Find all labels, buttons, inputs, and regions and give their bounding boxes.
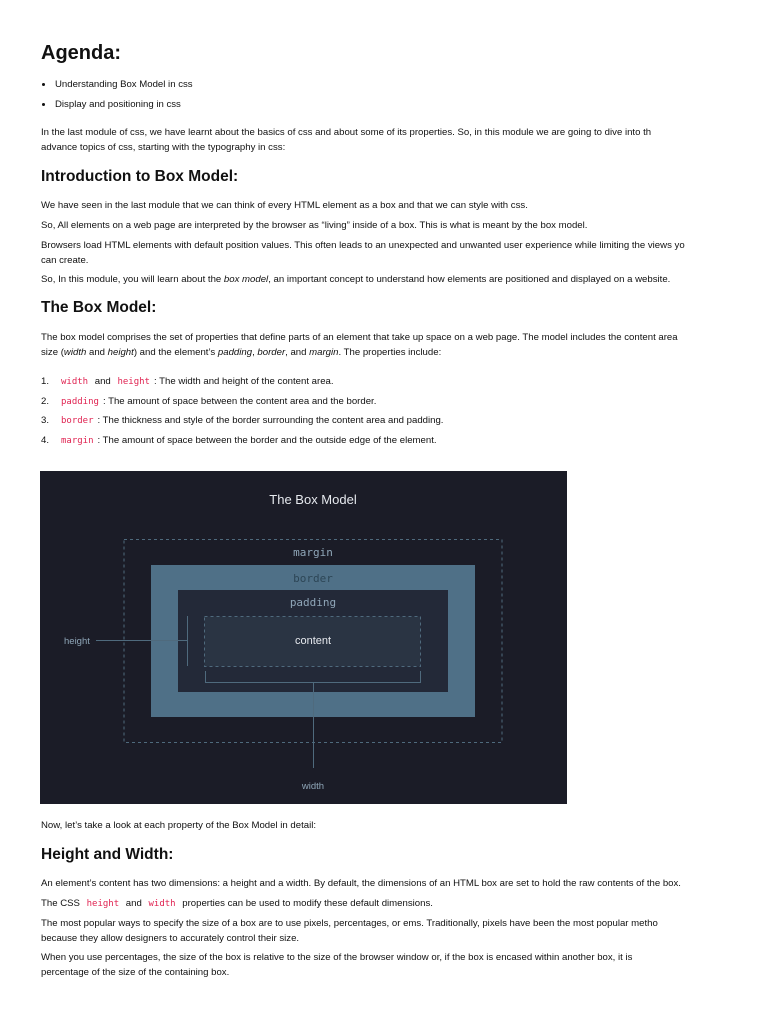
- box-model-diagram: [40, 471, 567, 804]
- text-segment: properties can be used to modify these default dimensions.: [182, 898, 433, 909]
- emphasis-width: width: [63, 347, 87, 358]
- paragraph: [41, 896, 734, 916]
- diagram-title: The Box Model: [269, 492, 357, 507]
- emphasis-border: border: [257, 347, 286, 358]
- agenda-item: Understanding Box Model in css: [41, 77, 734, 97]
- height-label: height: [64, 636, 90, 647]
- property-item-width-height: [41, 374, 734, 394]
- paragraph: So, All elements on a web page are interpreted by the browser as “living” inside of a box. This is what is meant by the box model.: [41, 220, 588, 231]
- intro-line: In the last module of css, we have learnt about the basics of css and about some of its properties. So, in this module we are going to dive into th: [41, 127, 652, 138]
- paragraph-line: [41, 345, 734, 360]
- agenda-item: Display and positioning in css: [41, 97, 734, 117]
- box-model-diagram-svg: [40, 471, 567, 804]
- text-segment: , and: [285, 347, 310, 358]
- code-width: width: [61, 377, 89, 387]
- paragraph-line: Browsers load HTML elements with default position values. This often leads to an unexpected and unwanted user experience while limiting the views yo: [41, 240, 685, 251]
- paragraph: Now, let’s take a look at each property of the Box Model in detail:: [41, 820, 317, 831]
- emphasis-height: height: [107, 347, 134, 358]
- emphasis-padding: padding: [217, 347, 253, 358]
- introduction-body: [41, 198, 734, 287]
- paragraph: We have seen in the last module that we can think of every HTML element as a box and that we can style with css.: [41, 200, 528, 211]
- text-segment: and: [86, 347, 108, 358]
- list-number: 3.: [41, 415, 50, 426]
- padding-label: padding: [289, 596, 337, 609]
- code-margin: margin: [61, 435, 94, 446]
- paragraph: [41, 272, 734, 287]
- content-label: content: [294, 635, 332, 647]
- property-item-padding: [41, 394, 734, 414]
- agenda-heading: Agenda:: [41, 42, 121, 64]
- text-segment: The CSS: [41, 898, 80, 909]
- property-item-border: [41, 413, 734, 433]
- paragraph-line: because they allow designers to accurately control their size.: [41, 933, 300, 944]
- text-segment: ) and the element’s: [133, 347, 218, 358]
- paragraph: An element’s content has two dimensions: a height and a width. By default, the dimensions of an HTML box are set to hold the raw contents of the box.: [41, 878, 681, 889]
- text-segment: , an important concept to understand how elements are positioned and displayed on a website.: [268, 274, 671, 285]
- text-segment: . The properties include:: [338, 347, 442, 358]
- text-segment: size (: [41, 347, 64, 358]
- code-height: height: [86, 899, 120, 909]
- list-number: 1.: [41, 376, 50, 387]
- text-segment: and: [94, 376, 111, 387]
- box-model-description: [41, 330, 734, 360]
- border-label: border: [293, 572, 333, 585]
- agenda-list: [41, 77, 734, 117]
- paragraph-line: can create.: [41, 255, 89, 266]
- list-number: 4.: [41, 434, 50, 446]
- list-number: 2.: [41, 395, 50, 407]
- paragraph-line: percentage of the size of the containing box.: [41, 967, 230, 978]
- intro-paragraph: [41, 125, 734, 155]
- paragraph: [41, 916, 734, 950]
- intro-line: advance topics of css, starting with the typography in css:: [41, 142, 286, 153]
- code-padding: padding: [61, 396, 99, 407]
- code-border: border: [61, 416, 94, 426]
- margin-label: margin: [293, 546, 333, 559]
- paragraph-line: When you use percentages, the size of the box is relative to the size of the browser window or, if the box is encased within another box, it is: [41, 952, 633, 963]
- width-label: width: [301, 781, 325, 792]
- paragraph: [41, 238, 734, 272]
- property-description: : The width and height of the content area.: [153, 376, 334, 387]
- section-heading-height-width: Height and Width:: [41, 846, 174, 863]
- code-height: height: [117, 377, 150, 387]
- property-item-margin: [41, 433, 734, 453]
- emphasis-margin: margin: [309, 347, 339, 358]
- height-width-body: [41, 876, 734, 980]
- property-list: [41, 374, 734, 452]
- text-segment: ,: [252, 347, 258, 358]
- code-width: width: [148, 899, 176, 909]
- text-segment: and: [125, 898, 142, 909]
- property-description: : The amount of space between the border and the outside edge of the element.: [97, 434, 437, 446]
- paragraph-line: The most popular ways to specify the size of a box are to use pixels, percentages, or ems. Traditionally, pixels have been the most popular metho: [41, 918, 658, 929]
- emphasis-box-model: box model: [223, 274, 269, 285]
- section-heading-introduction: Introduction to Box Model:: [41, 168, 239, 185]
- after-diagram-text: [41, 818, 734, 833]
- paragraph-line: The box model comprises the set of properties that define parts of an element that take up space on a web page. The model includes the content area: [41, 332, 678, 343]
- paragraph: [41, 950, 734, 980]
- property-description: : The amount of space between the content area and the border.: [102, 395, 377, 407]
- property-description: : The thickness and style of the border surrounding the content area and padding.: [97, 415, 444, 426]
- text-segment: So, In this module, you will learn about the: [41, 274, 224, 285]
- section-heading-box-model: The Box Model:: [41, 299, 157, 316]
